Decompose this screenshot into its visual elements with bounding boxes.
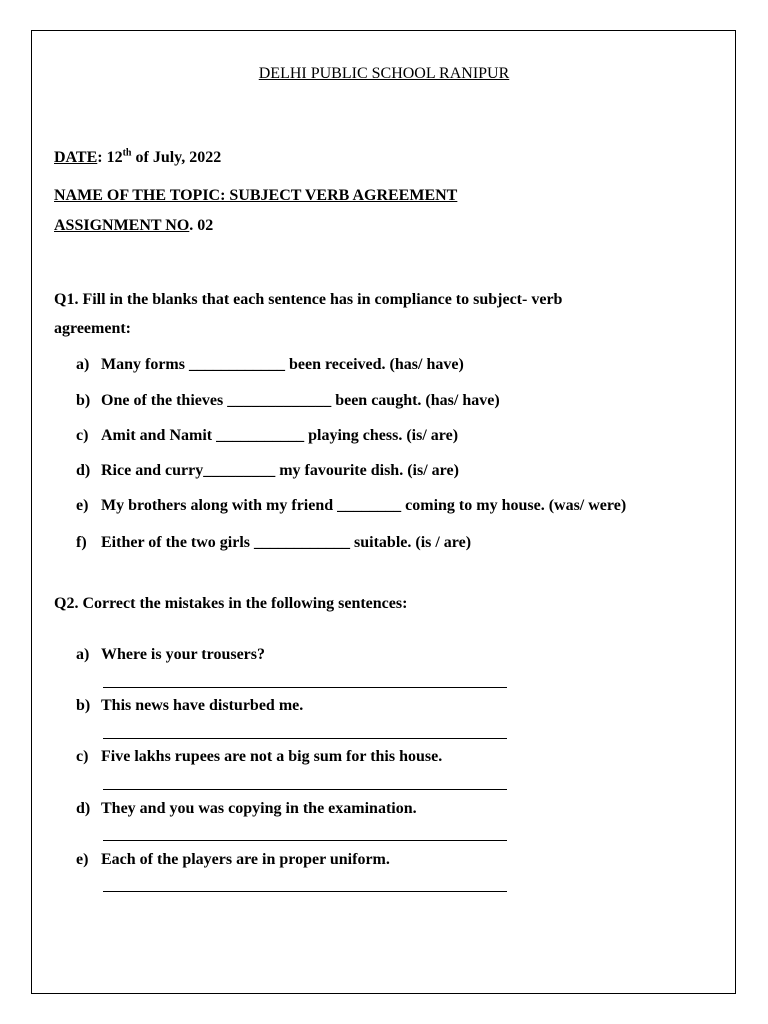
q2-item-c: c) Five lakhs rupees are not a big sum for this house. bbox=[76, 748, 443, 765]
q2-item-d: d) They and you was copying in the examination. bbox=[76, 800, 417, 817]
q2-item-a: a) Where is your trousers? bbox=[76, 646, 265, 663]
q1-item-d: d) Rice and curry_________ my favourite dish. (is/ are) bbox=[76, 462, 459, 479]
q1-heading-cont: agreement: bbox=[54, 320, 131, 337]
school-name: DELHI PUBLIC SCHOOL RANIPUR bbox=[258, 65, 510, 82]
q1-item-b: b) One of the thieves _____________ been caught. (has/ have) bbox=[76, 392, 500, 409]
date-rest: of July, 2022 bbox=[131, 149, 222, 166]
assignment-label: ASSIGNMENT NO bbox=[54, 217, 190, 234]
q1-item-f: f) Either of the two girls ____________ suitable. (is / are) bbox=[76, 534, 472, 551]
answer-line[interactable] bbox=[103, 738, 507, 739]
date-label: DATE bbox=[54, 149, 98, 166]
answer-line[interactable] bbox=[103, 687, 507, 688]
q1-item-c: c) Amit and Namit ___________ playing chess. (is/ are) bbox=[76, 427, 459, 444]
assignment-line bbox=[54, 217, 213, 235]
q2-item-e: e) Each of the players are in proper uniform. bbox=[76, 851, 390, 868]
answer-line[interactable] bbox=[103, 891, 507, 892]
q1-item-e: e) My brothers along with my friend ________ coming to my house. (was/ were) bbox=[76, 497, 627, 514]
assignment-value: . 02 bbox=[189, 217, 214, 234]
topic-title: NAME OF THE TOPIC: SUBJECT VERB AGREEMENT bbox=[54, 187, 458, 204]
q2-heading: Q2. Correct the mistakes in the following sentences: bbox=[54, 595, 408, 612]
date-suffix: th bbox=[122, 147, 132, 159]
date-line: DATE: 12th of July, 2022 bbox=[54, 147, 222, 166]
q2-item-b: b) This news have disturbed me. bbox=[76, 697, 304, 714]
q1-heading: Q1. Fill in the blanks that each sentence has in compliance to subject- verb bbox=[54, 291, 563, 308]
answer-line[interactable] bbox=[103, 789, 507, 790]
answer-line[interactable] bbox=[103, 840, 507, 841]
date-day: 12 bbox=[106, 149, 123, 166]
q1-item-a: a) Many forms ____________ been received. (has/ have) bbox=[76, 356, 464, 373]
